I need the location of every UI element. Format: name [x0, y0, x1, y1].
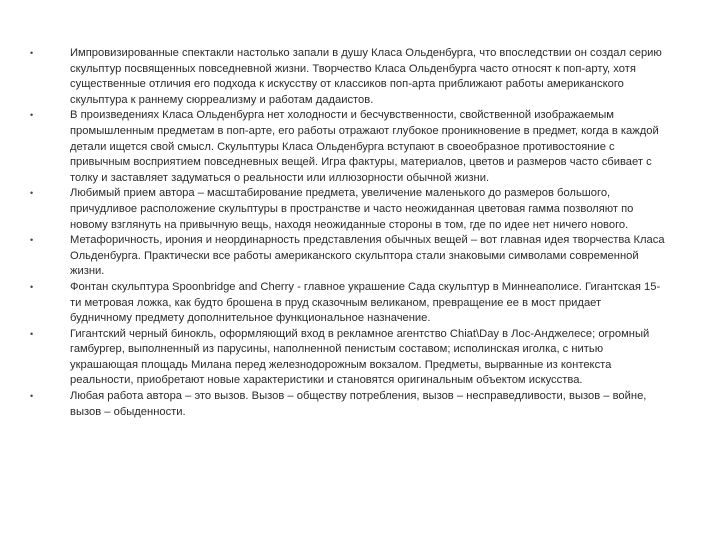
paragraph-text: Фонтан скульптура Spoonbridge and Cherry - главное украшение Сада скульптур в Миннеаполисе. Гигантская 15-ти метровая ложка, как будто брошена в пруд сказочным великаном, превращение ее в мост придает будничному предмету дополнительное функциональное назначение. [70, 280, 661, 325]
bullet-icon: • [30, 281, 34, 292]
bullet-icon: • [30, 188, 34, 199]
list-item [30, 280, 666, 327]
bullet-icon: • [30, 328, 34, 339]
bullet-icon: • [30, 391, 34, 402]
list-item [30, 46, 666, 108]
list-item [30, 186, 666, 233]
paragraph-text: Импровизированные спектакли настолько запали в душу Класа Ольденбурга, что впоследствии он создал серию скульптур посвященных повседневной жизни. Творчество Класа Ольденбурга часто относят к поп-арту, хотя существенные отличия его подхода к искусству от классиков поп-арта приближают работы американского скульптура к раннему сюрреализму и работам дадаистов. [70, 47, 662, 106]
list-item [30, 108, 666, 186]
bullet-icon: • [30, 235, 34, 246]
paragraph-text: Любая работа автора – это вызов. Вызов – обществу потребления, вызов – несправедливости, вызов – войне, вызов – обыденности. [70, 390, 647, 418]
bullet-icon: • [30, 110, 34, 121]
paragraph-text: Любимый прием автора – масштабирование предмета, увеличение маленького до размеров большого, причудливое расположение скульптуры в пространстве и часто неожиданная цветовая гамма позволяют по новому взглянуть на привычную вещь, находя неожиданные стороны в том, где по идее нет ничего нового. [70, 187, 634, 231]
list-item [30, 389, 666, 420]
list-item [30, 233, 666, 280]
paragraph-text: Метафоричность, ирония и неординарность представления обычных вещей – вот главная идея творчества Класа Ольденбурга. Практически все работы американского скульптора стали знаковыми символами современной жизни. [70, 234, 665, 278]
bullet-list [30, 46, 666, 420]
paragraph-text: В произведениях Класа Ольденбурга нет холодности и бесчувственности, свойственной изображаемым промышленным предметам в поп-арте, его работы отражают глубокое проникновение в предмет, когда в каждой детали ищется свой смысл. Скульптуры Класа Ольденбурга вступают в своеобразное противостояние с привычным восприятием повседневных вещей. Игра фактуры, материалов, цветов и размеров часто сбивает с толку и заставляет задуматься о реальности или иллюзорности обычной жизни. [70, 109, 659, 184]
list-item [30, 327, 666, 389]
bullet-icon: • [30, 48, 34, 58]
paragraph-text: Гигантский черный бинокль, оформляющий вход в рекламное агентство Chiat\Day в Лос-Анджелесе; огромный гамбургер, выполненный из парусины, наполненной пенистым составом; исполинская иголка, с нитью украшающая площадь Милана перед железнодорожным вокзалом. Предметы, вырванные из контекста реальности, приобретают новые характеристики и становятся оригинальным объектом искусства. [70, 327, 650, 387]
